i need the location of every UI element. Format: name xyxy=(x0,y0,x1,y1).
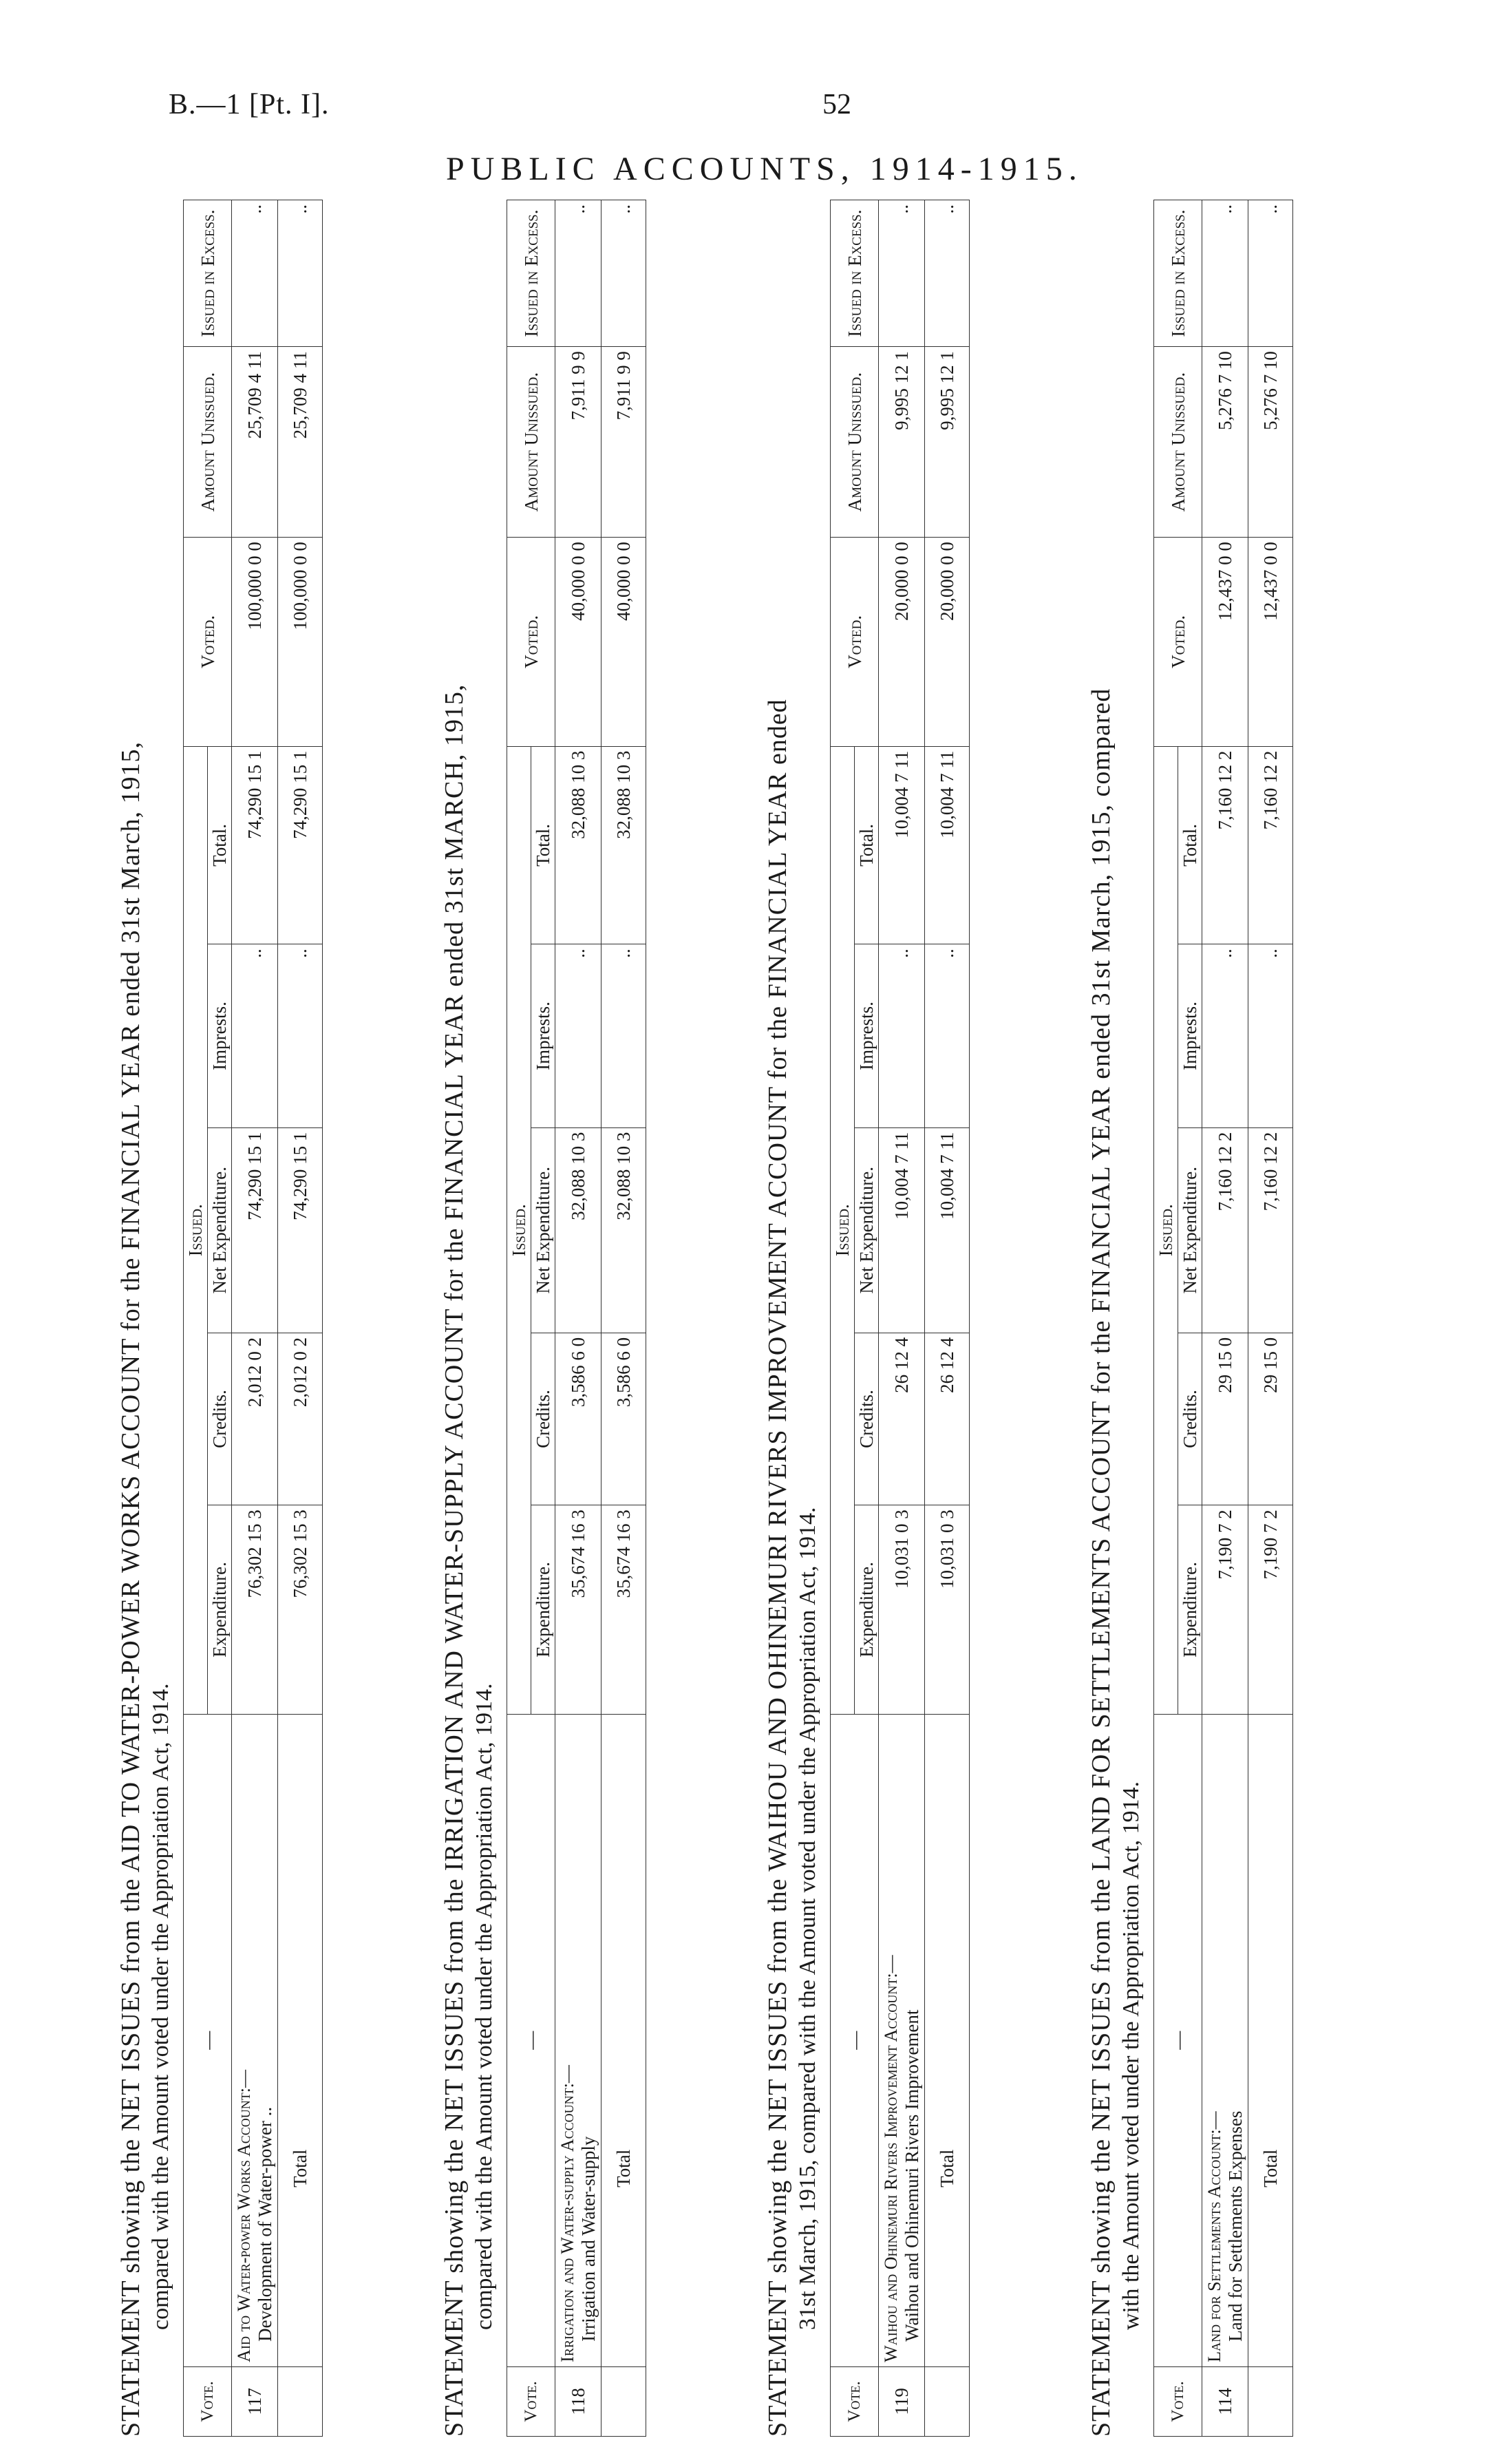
header-row-1 xyxy=(1154,200,1178,2437)
total-excess: .. xyxy=(601,200,646,347)
cell-voted: 100,000 0 0 xyxy=(232,538,278,747)
total-voted: 20,000 0 0 xyxy=(925,538,970,747)
cell-expenditure: 10,031 0 3 xyxy=(879,1505,925,1715)
col-amount-unissued: Amount Unissued. xyxy=(507,347,555,538)
col-credits: Credits. xyxy=(1178,1333,1202,1505)
col-total: Total. xyxy=(1178,746,1202,944)
vote-number: 119 xyxy=(879,2366,925,2436)
account-name: Land for Settlements Account:— xyxy=(1204,2111,1224,2362)
col-voted: Voted. xyxy=(507,538,555,747)
statement-title-line1: STATEMENT showing the NET ISSUES from the IRRIGATION AND WATER-SUPPLY ACCOUNT for the FINANCIAL YEAR ended 31st MARCH, 1915, xyxy=(440,684,469,2437)
cell-excess: .. xyxy=(1202,200,1248,347)
total-total: 10,004 7 11 xyxy=(925,746,970,944)
col-amount-unissued: Amount Unissued. xyxy=(184,347,232,538)
total-credits: 26 12 4 xyxy=(925,1333,970,1505)
total-expenditure: 35,674 16 3 xyxy=(601,1505,646,1715)
account-name: Irrigation and Water-supply Account:— xyxy=(557,2065,577,2362)
col-credits: Credits. xyxy=(208,1333,232,1505)
col-imprests: Imprests. xyxy=(531,944,555,1127)
header-row-1 xyxy=(184,200,208,2437)
statement xyxy=(116,200,323,2437)
total-label: Total xyxy=(1248,1714,1293,2366)
col-credits: Credits. xyxy=(855,1333,879,1505)
col-amount-unissued: Amount Unissued. xyxy=(1154,347,1202,538)
col-total: Total. xyxy=(855,746,879,944)
cell-total: 74,290 15 1 xyxy=(232,746,278,944)
document-reference: B.—1 [Pt. I]. xyxy=(169,89,330,120)
item-row xyxy=(232,200,278,2437)
col-issued-in-excess: Issued in Excess. xyxy=(1154,200,1202,347)
total-credits: 29 15 0 xyxy=(1248,1333,1293,1505)
item-row xyxy=(1202,200,1248,2437)
col-issued-group: Issued. xyxy=(831,746,855,1714)
total-unissued: 5,276 7 10 xyxy=(1248,347,1293,538)
item-description xyxy=(879,1714,925,2366)
cell-net-expenditure: 32,088 10 3 xyxy=(555,1127,601,1333)
item-description xyxy=(232,1714,278,2366)
statement-title-line2: 31st March, 1915, compared with the Amount voted under the Appropriation Act, 1914. xyxy=(795,1507,820,2330)
cell-imprests: .. xyxy=(555,944,601,1127)
total-vote-blank xyxy=(278,2366,323,2436)
cell-credits: 3,586 6 0 xyxy=(555,1333,601,1505)
total-row xyxy=(601,200,646,2437)
cell-excess: .. xyxy=(555,200,601,347)
total-voted: 12,437 0 0 xyxy=(1248,538,1293,747)
account-name: Aid to Water-power Works Account:— xyxy=(234,2069,254,2362)
page-title: PUBLIC ACCOUNTS, 1914-1915. xyxy=(446,151,1083,187)
item-description xyxy=(1202,1714,1248,2366)
item-row xyxy=(555,200,601,2437)
col-credits: Credits. xyxy=(531,1333,555,1505)
col-vote: Vote. xyxy=(184,2366,232,2436)
total-imprests: .. xyxy=(601,944,646,1127)
col-net-expenditure: Net Expenditure. xyxy=(531,1127,555,1333)
cell-voted: 12,437 0 0 xyxy=(1202,538,1248,747)
col-vote: Vote. xyxy=(831,2366,879,2436)
cell-imprests: .. xyxy=(232,944,278,1127)
cell-credits: 26 12 4 xyxy=(879,1333,925,1505)
col-voted: Voted. xyxy=(1154,538,1202,747)
header-row-1 xyxy=(831,200,855,2437)
statement-title xyxy=(763,200,823,2437)
header-row-1 xyxy=(507,200,531,2437)
total-net-expenditure: 10,004 7 11 xyxy=(925,1127,970,1333)
page-header xyxy=(0,0,1512,187)
vote-number: 117 xyxy=(232,2366,278,2436)
item-name: Development of Water-power .. xyxy=(255,2106,275,2342)
col-issued-group: Issued. xyxy=(184,746,208,1714)
page-number: 52 xyxy=(822,89,851,120)
cell-credits: 29 15 0 xyxy=(1202,1333,1248,1505)
statement-title-line1: STATEMENT showing the NET ISSUES from the WAIHOU AND OHINEMURI RIVERS IMPROVEMENT ACCOUNT for the FINANCIAL YEAR ended xyxy=(763,699,792,2437)
cell-net-expenditure: 7,160 12 2 xyxy=(1202,1127,1248,1333)
col-amount-unissued: Amount Unissued. xyxy=(831,347,879,538)
item-name: Waihou and Ohinemuri Rivers Improvement xyxy=(902,2009,922,2342)
total-unissued: 7,911 9 9 xyxy=(601,347,646,538)
col-expenditure: Expenditure. xyxy=(1178,1505,1202,1715)
total-vote-blank xyxy=(925,2366,970,2436)
total-expenditure: 10,031 0 3 xyxy=(925,1505,970,1715)
col-issued-in-excess: Issued in Excess. xyxy=(831,200,879,347)
total-excess: .. xyxy=(925,200,970,347)
cell-voted: 40,000 0 0 xyxy=(555,538,601,747)
account-name: Waihou and Ohinemuri Rivers Improvement Account:— xyxy=(881,1955,901,2362)
total-credits: 3,586 6 0 xyxy=(601,1333,646,1505)
cell-total: 7,160 12 2 xyxy=(1202,746,1248,944)
total-unissued: 25,709 4 11 xyxy=(278,347,323,538)
total-net-expenditure: 7,160 12 2 xyxy=(1248,1127,1293,1333)
total-vote-blank xyxy=(601,2366,646,2436)
total-total: 74,290 15 1 xyxy=(278,746,323,944)
vote-number: 114 xyxy=(1202,2366,1248,2436)
item-name: Land for Settlements Expenses xyxy=(1225,2110,1246,2342)
col-expenditure: Expenditure. xyxy=(208,1505,232,1715)
item-name: Irrigation and Water-supply xyxy=(578,2136,599,2342)
total-credits: 2,012 0 2 xyxy=(278,1333,323,1505)
cell-unissued: 5,276 7 10 xyxy=(1202,347,1248,538)
col-issued-group: Issued. xyxy=(1154,746,1178,1714)
total-label: Total xyxy=(278,1714,323,2366)
cell-expenditure: 35,674 16 3 xyxy=(555,1505,601,1715)
total-vote-blank xyxy=(1248,2366,1293,2436)
total-row xyxy=(925,200,970,2437)
col-imprests: Imprests. xyxy=(1178,944,1202,1127)
total-row xyxy=(1248,200,1293,2437)
statement xyxy=(763,200,970,2437)
total-expenditure: 76,302 15 3 xyxy=(278,1505,323,1715)
col-net-expenditure: Net Expenditure. xyxy=(208,1127,232,1333)
col-imprests: Imprests. xyxy=(855,944,879,1127)
item-row xyxy=(879,200,925,2437)
col-vote: Vote. xyxy=(1154,2366,1202,2436)
cell-unissued: 7,911 9 9 xyxy=(555,347,601,538)
statement-title-line2: compared with the Amount voted under the Appropriation Act, 1914. xyxy=(471,1683,497,2330)
total-total: 7,160 12 2 xyxy=(1248,746,1293,944)
cell-voted: 20,000 0 0 xyxy=(879,538,925,747)
col-description: — xyxy=(507,1714,555,2366)
rotated-content xyxy=(116,200,1409,2437)
cell-net-expenditure: 10,004 7 11 xyxy=(879,1127,925,1333)
cell-imprests: .. xyxy=(1202,944,1248,1127)
account-table xyxy=(507,200,646,2437)
total-total: 32,088 10 3 xyxy=(601,746,646,944)
col-issued-in-excess: Issued in Excess. xyxy=(184,200,232,347)
cell-expenditure: 7,190 7 2 xyxy=(1202,1505,1248,1715)
statement-title-line2: compared with the Amount voted under the Appropriation Act, 1914. xyxy=(148,1683,173,2330)
total-excess: .. xyxy=(278,200,323,347)
statement-title xyxy=(439,200,500,2437)
col-total: Total. xyxy=(208,746,232,944)
col-net-expenditure: Net Expenditure. xyxy=(855,1127,879,1333)
cell-net-expenditure: 74,290 15 1 xyxy=(232,1127,278,1333)
cell-unissued: 9,995 12 1 xyxy=(879,347,925,538)
total-imprests: .. xyxy=(278,944,323,1127)
total-unissued: 9,995 12 1 xyxy=(925,347,970,538)
account-table xyxy=(1153,200,1293,2437)
total-expenditure: 7,190 7 2 xyxy=(1248,1505,1293,1715)
col-description: — xyxy=(1154,1714,1202,2366)
statement-title xyxy=(1086,200,1147,2437)
item-description xyxy=(555,1714,601,2366)
col-expenditure: Expenditure. xyxy=(531,1505,555,1715)
account-table xyxy=(183,200,323,2437)
total-row xyxy=(278,200,323,2437)
statement xyxy=(439,200,646,2437)
statement xyxy=(1086,200,1293,2437)
cell-expenditure: 76,302 15 3 xyxy=(232,1505,278,1715)
account-table xyxy=(830,200,970,2437)
col-voted: Voted. xyxy=(831,538,879,747)
total-imprests: .. xyxy=(1248,944,1293,1127)
cell-unissued: 25,709 4 11 xyxy=(232,347,278,538)
cell-excess: .. xyxy=(879,200,925,347)
cell-credits: 2,012 0 2 xyxy=(232,1333,278,1505)
cell-imprests: .. xyxy=(879,944,925,1127)
total-imprests: .. xyxy=(925,944,970,1127)
col-vote: Vote. xyxy=(507,2366,555,2436)
statement-title xyxy=(116,200,176,2437)
col-expenditure: Expenditure. xyxy=(855,1505,879,1715)
col-description: — xyxy=(184,1714,232,2366)
col-description: — xyxy=(831,1714,879,2366)
total-excess: .. xyxy=(1248,200,1293,347)
statement-title-line1: STATEMENT showing the NET ISSUES from the AID TO WATER-POWER WORKS ACCOUNT for the FINANCIAL YEAR ended 31st March, 1915, xyxy=(116,741,145,2437)
col-issued-in-excess: Issued in Excess. xyxy=(507,200,555,347)
total-net-expenditure: 32,088 10 3 xyxy=(601,1127,646,1333)
col-voted: Voted. xyxy=(184,538,232,747)
total-net-expenditure: 74,290 15 1 xyxy=(278,1127,323,1333)
col-imprests: Imprests. xyxy=(208,944,232,1127)
vote-number: 118 xyxy=(555,2366,601,2436)
total-voted: 40,000 0 0 xyxy=(601,538,646,747)
statement-title-line1: STATEMENT showing the NET ISSUES from the LAND FOR SETTLEMENTS ACCOUNT for the FINANCIAL YEAR ended 31st March, 1915, compared xyxy=(1087,688,1116,2437)
col-net-expenditure: Net Expenditure. xyxy=(1178,1127,1202,1333)
col-issued-group: Issued. xyxy=(507,746,531,1714)
col-total: Total. xyxy=(531,746,555,944)
total-voted: 100,000 0 0 xyxy=(278,538,323,747)
statement-title-line2: with the Amount voted under the Appropriation Act, 1914. xyxy=(1118,1781,1144,2330)
cell-excess: .. xyxy=(232,200,278,347)
total-label: Total xyxy=(601,1714,646,2366)
total-label: Total xyxy=(925,1714,970,2366)
cell-total: 10,004 7 11 xyxy=(879,746,925,944)
cell-total: 32,088 10 3 xyxy=(555,746,601,944)
